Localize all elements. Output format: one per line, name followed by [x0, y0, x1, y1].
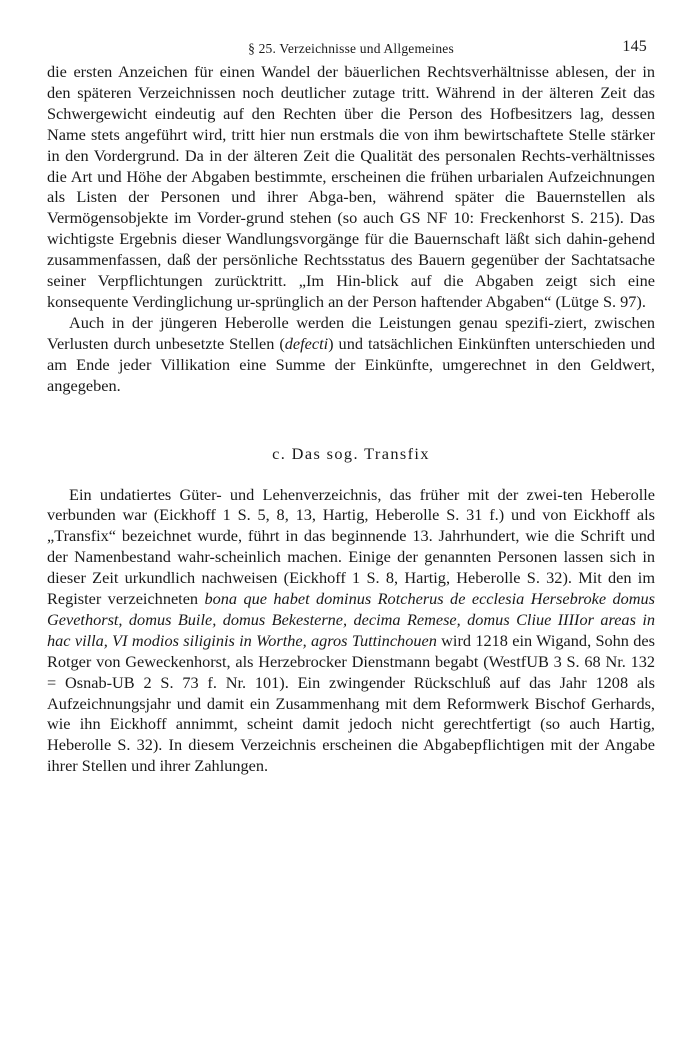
paragraph-3-text-b: wird 1218 ein Wigand, Sohn des Rotger von Geweckenhorst, als Herzebrocker Dienstmann begabt (WestfUB 3 S. 68 Nr. 132 = Osnab-UB 2 S. 73 f. Nr. 101). Ein zwingender Rückschluß auf das Jahr 1208 als Aufzeichnungsjahr und damit ein Zusammenhang mit dem Reformwerk Bischof Gerhards, wie ihn Eickhoff annimmt, scheint damit jedoch nicht gerechtfertigt (so auch Hartig, Heberolle S. 32). In diesem Verzeichnis erscheinen die Abgabepflichtigen mit der Angabe ihrer Stellen und ihrer Zahlungen. [47, 630, 655, 776]
paragraph-2-text-a: Auch in der jüngeren Heberolle werden die Leistungen genau spezifi-ziert, zwischen Verlusten durch unbesetzte Stellen ( [47, 312, 655, 353]
paragraph-2-text-b: ) und tatsächlichen Einkünften unterschieden und am Ende jeder Villikation eine Summe der Einkünfte, umgerechnet in den Geldwert, angegeben. [47, 333, 655, 395]
paragraph-2-latin: defecti [284, 333, 329, 353]
paragraph-3-text-a: Ein undatiertes Güter- und Lehenverzeichnis, das früher mit der zwei-ten Heberolle verbunden war (Eickhoff 1 S. 5, 8, 13, Hartig, Heberolle S. 31 f.) und von Eickhoff als „Transfix“ bezeichnet wurde, führt in das beginnende 13. Jahrhundert, wie die Schrift und der Namenbestand wahr-scheinlich machen. Einige der genannten Personen lassen sich in dieser Zeit urkundlich nachweisen (Eickhoff 1 S. 8, Hartig, Heberolle S. 32). Mit den im Register verzeichneten [47, 484, 655, 609]
paragraph-1: die ersten Anzeichen für einen Wandel der bäuerlichen Rechtsverhältnisse ablesen, der in den späteren Verzeichnissen noch deutlicher zutage tritt. Während in der älteren Zeit das Schwergewicht eindeutig auf den Rechten über die Person des Hofbesitzers lag, dessen Name stets angeführt wird, tritt hier nun erstmals die von ihm bewirtschaftete Stelle stärker in den Vordergrund. Da in der älteren Zeit die Qualität des personalen Rechts-verhältnisses die Art und Höhe der Abgaben bestimmte, erscheinen die frühen urbarialen Aufzeichnungen als Listen der Personen und ihrer Abga-ben, während später die Bauernstellen als Vermögensobjekte im Vorder-grund stehen (so auch GS NF 10: Freckenhorst S. 215). Das wichtigste Ergebnis dieser Wandlungsvorgänge für die Bauernschaft läßt sich dahin-gehend zusammenfassen, daß der persönliche Rechtsstatus des Bauern gegenüber der Sachtatsache seiner Verpflichtungen zurücktritt. „Im Hin-blick auf die Abgaben zeigt sich eine konsequente Verdinglichung ur-sprünglich an der Person haftender Abgaben“ (Lütge S. 97). [47, 62, 655, 311]
running-header [47, 36, 655, 62]
section-heading: c. Das sog. Transfix [272, 443, 430, 463]
section-title: § 25. Verzeichnisse und Allgemeines [248, 41, 454, 56]
book-page [47, 36, 655, 777]
body-text [47, 62, 655, 777]
page-number: 145 [622, 38, 647, 55]
paragraph-3 [47, 485, 655, 778]
paragraph-3-latin-quote: bona que habet dominus Rotcherus de ecclesia Hersebroke domus Gevethorst, domus Buile, domus Bekesterne, decima Remese, domus Cliue IIIIor areas in hac villa, VI modios siliginis in Worthe, agros Tuttinchouen [47, 589, 655, 650]
paragraph-2 [47, 313, 655, 397]
